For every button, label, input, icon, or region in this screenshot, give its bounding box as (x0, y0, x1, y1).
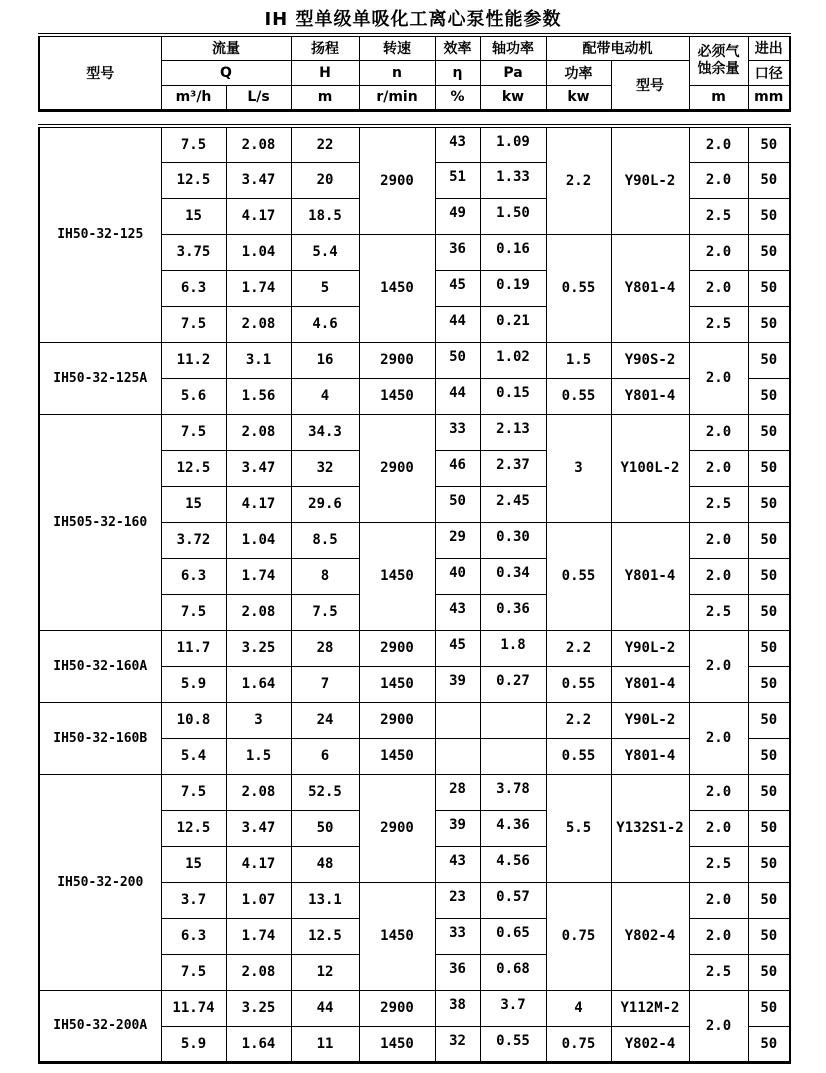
cell-head: 12.5 (291, 918, 359, 954)
cell-flow-m3h: 11.74 (161, 990, 226, 1026)
cell-motor-model: Y132S1-2 (611, 774, 689, 882)
cell-flow-ls: 4.17 (226, 846, 291, 882)
col-header-shaft-power: 轴功率 (480, 35, 546, 60)
cell-flow-m3h: 15 (161, 198, 226, 234)
cell-shaft-power: 1.33 (480, 162, 546, 198)
cell-npsh: 2.0 (689, 450, 748, 486)
cell-diameter: 50 (748, 414, 790, 450)
cell-shaft-power (480, 738, 546, 774)
cell-head: 6 (291, 738, 359, 774)
cell-flow-m3h: 7.5 (161, 414, 226, 450)
cell-efficiency: 36 (435, 234, 480, 270)
cell-flow-ls: 3.47 (226, 162, 291, 198)
cell-flow-ls: 3.25 (226, 990, 291, 1026)
cell-speed: 1450 (359, 522, 435, 630)
cell-flow-ls: 2.08 (226, 774, 291, 810)
cell-diameter: 50 (748, 198, 790, 234)
col-header-motor-model: 型号 (611, 60, 689, 110)
col-header-efficiency: 效率 (435, 35, 480, 60)
cell-flow-ls: 1.64 (226, 666, 291, 702)
cell-speed: 2900 (359, 774, 435, 882)
cell-diameter: 50 (748, 666, 790, 702)
cell-flow-ls: 1.56 (226, 378, 291, 414)
cell-motor-model: Y801-4 (611, 666, 689, 702)
cell-diameter: 50 (748, 378, 790, 414)
cell-efficiency: 39 (435, 666, 480, 702)
cell-flow-ls: 4.17 (226, 486, 291, 522)
cell-speed: 2900 (359, 414, 435, 522)
pump-table-body (39, 126, 790, 1062)
cell-flow-m3h: 11.7 (161, 630, 226, 666)
pump-model-cell: IH50-32-160B (39, 702, 161, 774)
cell-flow-ls: 3.25 (226, 630, 291, 666)
cell-speed: 2900 (359, 630, 435, 666)
cell-flow-m3h: 5.9 (161, 666, 226, 702)
cell-head: 52.5 (291, 774, 359, 810)
col-header-ports-line1: 进出 (748, 35, 790, 60)
cell-npsh: 2.5 (689, 594, 748, 630)
col-header-speed: 转速 (359, 35, 435, 60)
col-header-efficiency-unit: % (435, 85, 480, 110)
header-table (38, 33, 791, 112)
cell-shaft-power: 1.09 (480, 126, 546, 162)
cell-speed: 1450 (359, 738, 435, 774)
cell-shaft-power: 3.78 (480, 774, 546, 810)
cell-diameter: 50 (748, 990, 790, 1026)
cell-npsh: 2.0 (689, 558, 748, 594)
cell-efficiency: 36 (435, 954, 480, 990)
cell-flow-ls: 2.08 (226, 126, 291, 162)
cell-head: 8 (291, 558, 359, 594)
col-header-shaft-power-symbol: Pa (480, 60, 546, 85)
cell-npsh: 2.0 (689, 414, 748, 450)
cell-head: 4 (291, 378, 359, 414)
pump-model-cell: IH50-32-125 (39, 126, 161, 342)
cell-npsh: 2.5 (689, 846, 748, 882)
cell-head: 5.4 (291, 234, 359, 270)
cell-shaft-power: 4.36 (480, 810, 546, 846)
col-header-ports-unit: mm (748, 85, 790, 110)
cell-shaft-power: 0.68 (480, 954, 546, 990)
cell-motor-model: Y801-4 (611, 234, 689, 342)
cell-shaft-power: 0.15 (480, 378, 546, 414)
cell-efficiency: 32 (435, 1026, 480, 1062)
cell-efficiency (435, 738, 480, 774)
cell-flow-m3h: 6.3 (161, 558, 226, 594)
cell-motor-power: 0.75 (546, 1026, 611, 1062)
cell-head: 29.6 (291, 486, 359, 522)
cell-speed: 1450 (359, 234, 435, 342)
cell-flow-m3h: 15 (161, 846, 226, 882)
col-header-head-symbol: H (291, 60, 359, 85)
cell-motor-power: 2.2 (546, 126, 611, 234)
table-row (39, 630, 790, 666)
pump-model-cell: IH50-32-200 (39, 774, 161, 990)
cell-flow-m3h: 7.5 (161, 774, 226, 810)
cell-shaft-power: 2.45 (480, 486, 546, 522)
cell-diameter: 50 (748, 558, 790, 594)
cell-shaft-power: 2.13 (480, 414, 546, 450)
cell-efficiency: 29 (435, 522, 480, 558)
cell-npsh: 2.0 (689, 882, 748, 918)
cell-diameter: 50 (748, 522, 790, 558)
cell-motor-power: 0.55 (546, 378, 611, 414)
cell-efficiency: 50 (435, 342, 480, 378)
cell-flow-ls: 2.08 (226, 306, 291, 342)
cell-speed: 2900 (359, 702, 435, 738)
pump-data-table (38, 124, 791, 1064)
cell-flow-m3h: 12.5 (161, 810, 226, 846)
cell-flow-ls: 3 (226, 702, 291, 738)
cell-diameter: 50 (748, 1026, 790, 1062)
col-header-flow-unit-m3h: m³/h (161, 85, 226, 110)
cell-flow-m3h: 11.2 (161, 342, 226, 378)
header-row-1 (39, 35, 790, 60)
cell-motor-model: Y90L-2 (611, 126, 689, 234)
col-header-speed-symbol: n (359, 60, 435, 85)
cell-efficiency: 44 (435, 378, 480, 414)
col-header-model: 型号 (39, 35, 161, 110)
cell-flow-ls: 1.07 (226, 882, 291, 918)
cell-efficiency: 46 (435, 450, 480, 486)
cell-efficiency: 45 (435, 630, 480, 666)
cell-shaft-power: 0.36 (480, 594, 546, 630)
cell-flow-ls: 1.74 (226, 270, 291, 306)
cell-motor-model: Y801-4 (611, 522, 689, 630)
cell-flow-m3h: 5.9 (161, 1026, 226, 1062)
cell-head: 4.6 (291, 306, 359, 342)
cell-speed: 1450 (359, 882, 435, 990)
cell-shaft-power: 0.21 (480, 306, 546, 342)
cell-diameter: 50 (748, 594, 790, 630)
cell-diameter: 50 (748, 882, 790, 918)
cell-efficiency: 51 (435, 162, 480, 198)
cell-efficiency: 44 (435, 306, 480, 342)
cell-head: 28 (291, 630, 359, 666)
col-header-shaft-power-unit: kw (480, 85, 546, 110)
cell-diameter: 50 (748, 918, 790, 954)
cell-diameter: 50 (748, 234, 790, 270)
cell-efficiency: 33 (435, 918, 480, 954)
cell-flow-m3h: 5.4 (161, 738, 226, 774)
cell-head: 50 (291, 810, 359, 846)
cell-head: 7.5 (291, 594, 359, 630)
cell-efficiency: 33 (435, 414, 480, 450)
cell-diameter: 50 (748, 450, 790, 486)
table-row (39, 702, 790, 738)
cell-npsh: 2.0 (689, 702, 748, 774)
cell-flow-m3h: 6.3 (161, 270, 226, 306)
col-header-flow: 流量 (161, 35, 291, 60)
cell-shaft-power: 4.56 (480, 846, 546, 882)
cell-npsh: 2.0 (689, 342, 748, 414)
cell-head: 16 (291, 342, 359, 378)
cell-shaft-power: 0.19 (480, 270, 546, 306)
cell-motor-model: Y100L-2 (611, 414, 689, 522)
cell-diameter: 50 (748, 270, 790, 306)
cell-speed: 2900 (359, 126, 435, 234)
cell-npsh: 2.5 (689, 954, 748, 990)
cell-motor-model: Y802-4 (611, 882, 689, 990)
cell-npsh: 2.0 (689, 918, 748, 954)
col-header-head: 扬程 (291, 35, 359, 60)
cell-motor-model: Y112M-2 (611, 990, 689, 1026)
col-header-flow-unit-ls: L/s (226, 85, 291, 110)
cell-npsh: 2.0 (689, 270, 748, 306)
cell-flow-ls: 1.5 (226, 738, 291, 774)
col-header-motor: 配带电动机 (546, 35, 689, 60)
cell-motor-power: 0.55 (546, 738, 611, 774)
cell-flow-ls: 3.1 (226, 342, 291, 378)
cell-npsh: 2.0 (689, 126, 748, 162)
pump-model-cell: IH505-32-160 (39, 414, 161, 630)
cell-head: 18.5 (291, 198, 359, 234)
cell-diameter: 50 (748, 630, 790, 666)
cell-shaft-power: 1.02 (480, 342, 546, 378)
cell-head: 44 (291, 990, 359, 1026)
cell-shaft-power: 0.34 (480, 558, 546, 594)
cell-head: 32 (291, 450, 359, 486)
cell-shaft-power: 0.30 (480, 522, 546, 558)
cell-shaft-power: 0.16 (480, 234, 546, 270)
col-header-speed-unit: r/min (359, 85, 435, 110)
cell-flow-ls: 1.74 (226, 558, 291, 594)
cell-diameter: 50 (748, 702, 790, 738)
cell-head: 5 (291, 270, 359, 306)
cell-speed: 1450 (359, 666, 435, 702)
cell-flow-ls: 2.08 (226, 954, 291, 990)
cell-efficiency: 23 (435, 882, 480, 918)
col-header-efficiency-symbol: η (435, 60, 480, 85)
cell-diameter: 50 (748, 306, 790, 342)
cell-diameter: 50 (748, 162, 790, 198)
table-row (39, 990, 790, 1026)
cell-motor-model: Y801-4 (611, 738, 689, 774)
cell-npsh: 2.5 (689, 198, 748, 234)
cell-shaft-power: 1.50 (480, 198, 546, 234)
cell-flow-ls: 2.08 (226, 594, 291, 630)
cell-shaft-power: 0.65 (480, 918, 546, 954)
cell-shaft-power: 3.7 (480, 990, 546, 1026)
table-row (39, 774, 790, 810)
cell-speed: 1450 (359, 1026, 435, 1062)
cell-motor-model: Y802-4 (611, 1026, 689, 1062)
cell-npsh: 2.0 (689, 810, 748, 846)
npsh-label-line1: 必须气 (697, 43, 740, 60)
cell-head: 13.1 (291, 882, 359, 918)
cell-npsh: 2.5 (689, 486, 748, 522)
col-header-npsh (689, 35, 748, 85)
cell-motor-power: 1.5 (546, 342, 611, 378)
cell-diameter: 50 (748, 846, 790, 882)
cell-diameter: 50 (748, 954, 790, 990)
cell-npsh: 2.0 (689, 234, 748, 270)
cell-efficiency: 28 (435, 774, 480, 810)
cell-efficiency: 40 (435, 558, 480, 594)
cell-shaft-power: 2.37 (480, 450, 546, 486)
cell-head: 24 (291, 702, 359, 738)
cell-motor-model: Y90L-2 (611, 630, 689, 666)
cell-flow-ls: 1.04 (226, 234, 291, 270)
col-header-npsh-unit: m (689, 85, 748, 110)
cell-efficiency: 38 (435, 990, 480, 1026)
cell-shaft-power: 0.57 (480, 882, 546, 918)
cell-efficiency: 50 (435, 486, 480, 522)
cell-diameter: 50 (748, 774, 790, 810)
pump-model-cell: IH50-32-200A (39, 990, 161, 1062)
cell-flow-ls: 3.47 (226, 450, 291, 486)
cell-shaft-power: 0.55 (480, 1026, 546, 1062)
col-header-motor-power-unit: kw (546, 85, 611, 110)
cell-head: 34.3 (291, 414, 359, 450)
cell-motor-power: 2.2 (546, 630, 611, 666)
cell-flow-m3h: 6.3 (161, 918, 226, 954)
cell-motor-power: 5.5 (546, 774, 611, 882)
cell-diameter: 50 (748, 810, 790, 846)
npsh-label-line2: 蚀余量 (697, 60, 740, 77)
cell-flow-m3h: 7.5 (161, 954, 226, 990)
cell-flow-m3h: 7.5 (161, 594, 226, 630)
pump-model-cell: IH50-32-160A (39, 630, 161, 702)
cell-diameter: 50 (748, 738, 790, 774)
cell-flow-ls: 4.17 (226, 198, 291, 234)
cell-flow-m3h: 3.72 (161, 522, 226, 558)
cell-npsh: 2.0 (689, 630, 748, 702)
cell-motor-power: 2.2 (546, 702, 611, 738)
cell-flow-m3h: 5.6 (161, 378, 226, 414)
cell-motor-power: 3 (546, 414, 611, 522)
table-row (39, 342, 790, 378)
cell-motor-power: 4 (546, 990, 611, 1026)
cell-head: 8.5 (291, 522, 359, 558)
cell-motor-power: 0.55 (546, 666, 611, 702)
cell-flow-m3h: 7.5 (161, 306, 226, 342)
cell-head: 11 (291, 1026, 359, 1062)
cell-npsh: 2.5 (689, 306, 748, 342)
cell-efficiency: 43 (435, 846, 480, 882)
table-row (39, 126, 790, 162)
cell-flow-ls: 1.64 (226, 1026, 291, 1062)
cell-efficiency: 45 (435, 270, 480, 306)
cell-diameter: 50 (748, 342, 790, 378)
cell-flow-m3h: 7.5 (161, 126, 226, 162)
cell-motor-model: Y801-4 (611, 378, 689, 414)
page-title: IH 型单级单吸化工离心泵性能参数 (264, 9, 562, 30)
cell-speed: 1450 (359, 378, 435, 414)
cell-head: 22 (291, 126, 359, 162)
col-header-motor-power: 功率 (546, 60, 611, 85)
cell-motor-power: 0.75 (546, 882, 611, 990)
cell-flow-m3h: 15 (161, 486, 226, 522)
cell-npsh: 2.0 (689, 774, 748, 810)
cell-head: 48 (291, 846, 359, 882)
cell-head: 20 (291, 162, 359, 198)
cell-efficiency: 39 (435, 810, 480, 846)
cell-npsh: 2.0 (689, 522, 748, 558)
cell-npsh: 2.0 (689, 162, 748, 198)
cell-flow-m3h: 3.7 (161, 882, 226, 918)
cell-diameter: 50 (748, 486, 790, 522)
cell-npsh: 2.0 (689, 990, 748, 1062)
cell-flow-ls: 3.47 (226, 810, 291, 846)
col-header-head-unit: m (291, 85, 359, 110)
cell-flow-ls: 2.08 (226, 414, 291, 450)
cell-motor-power: 0.55 (546, 234, 611, 342)
pump-model-cell: IH50-32-125A (39, 342, 161, 414)
cell-motor-model: Y90S-2 (611, 342, 689, 378)
cell-motor-power: 0.55 (546, 522, 611, 630)
cell-efficiency: 43 (435, 594, 480, 630)
cell-shaft-power: 0.27 (480, 666, 546, 702)
cell-flow-ls: 1.74 (226, 918, 291, 954)
cell-flow-m3h: 3.75 (161, 234, 226, 270)
cell-efficiency: 43 (435, 126, 480, 162)
table-row (39, 414, 790, 450)
cell-head: 7 (291, 666, 359, 702)
cell-flow-ls: 1.04 (226, 522, 291, 558)
cell-diameter: 50 (748, 126, 790, 162)
cell-shaft-power: 1.8 (480, 630, 546, 666)
cell-flow-m3h: 12.5 (161, 450, 226, 486)
cell-speed: 2900 (359, 342, 435, 378)
cell-speed: 2900 (359, 990, 435, 1026)
cell-shaft-power (480, 702, 546, 738)
cell-efficiency (435, 702, 480, 738)
cell-flow-m3h: 12.5 (161, 162, 226, 198)
col-header-flow-symbol: Q (161, 60, 291, 85)
cell-head: 12 (291, 954, 359, 990)
cell-flow-m3h: 10.8 (161, 702, 226, 738)
cell-motor-model: Y90L-2 (611, 702, 689, 738)
cell-efficiency: 49 (435, 198, 480, 234)
col-header-ports-line2: 口径 (748, 60, 790, 85)
